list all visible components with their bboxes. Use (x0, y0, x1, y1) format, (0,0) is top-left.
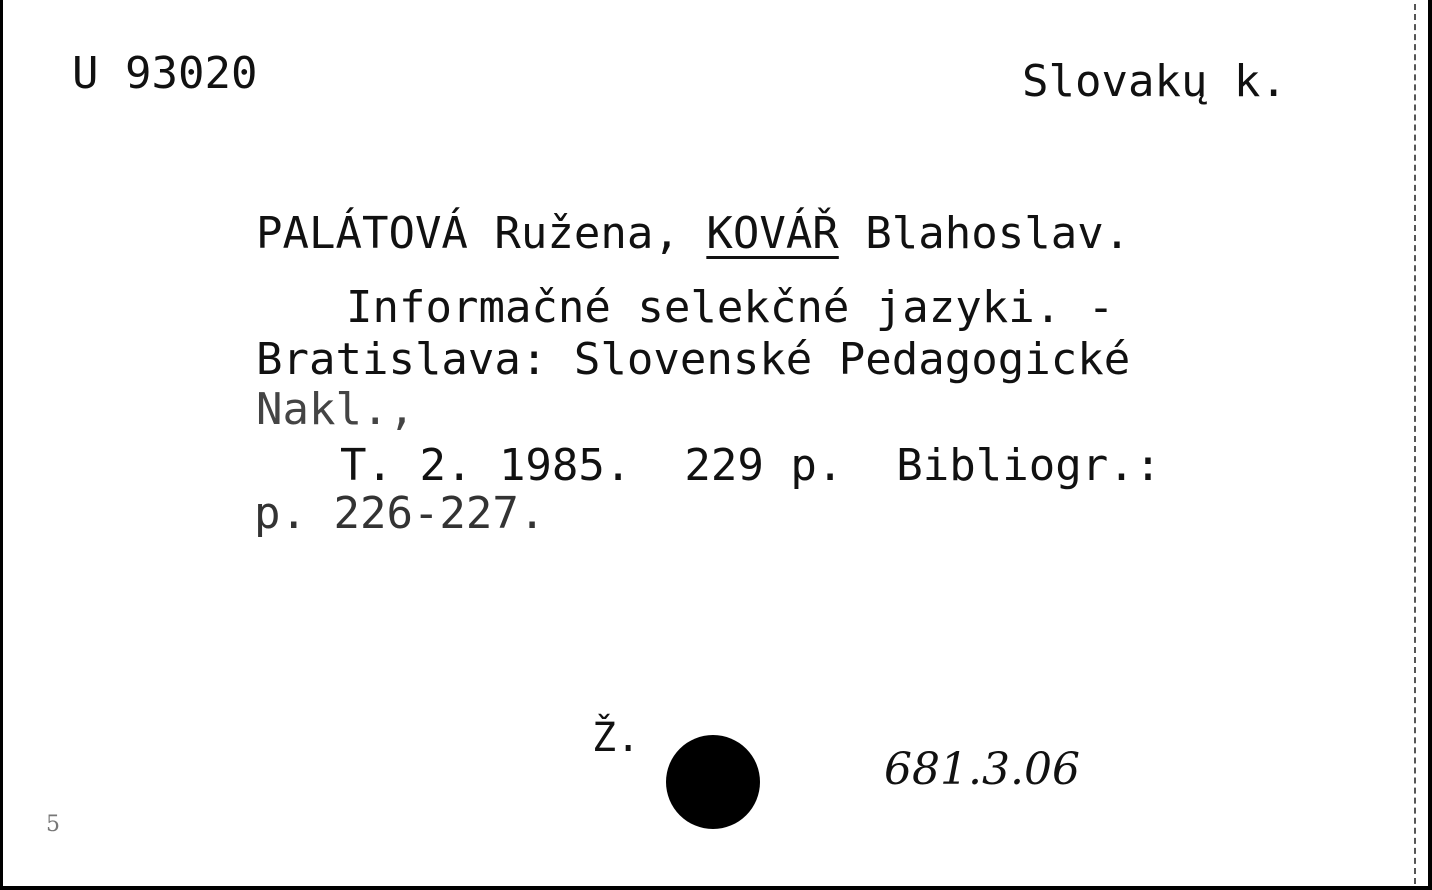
publisher-line: Bratislava: Slovenské Pedagogické (256, 334, 1131, 385)
author-heading (256, 208, 1131, 259)
shelf-mark: Ž. (592, 715, 641, 761)
title-line: Informačné selekčné jazyki. - (346, 282, 1115, 333)
publisher-line-continued: Nakl., (256, 384, 415, 435)
corner-mark: 5 (46, 812, 60, 837)
author-2-forename: Blahoslav. (838, 208, 1131, 259)
card-left-edge (0, 0, 3, 890)
punch-hole (666, 735, 760, 829)
collection-label: Slovakų k. (1022, 56, 1287, 107)
call-number: U 93020 (72, 48, 258, 99)
card-perforation (1414, 4, 1422, 884)
edition-line: T. 2. 1985. 229 p. Bibliogr.: (340, 440, 1162, 491)
card-right-edge (1428, 0, 1432, 890)
pages-line: p. 226-227. (254, 488, 546, 539)
author-1: PALÁTOVÁ Ružena, (256, 208, 707, 259)
author-2-surname: KOVÁŘ (706, 208, 839, 259)
handwritten-classification: 681.3.06 (884, 744, 1080, 795)
card-bottom-edge (0, 886, 1432, 890)
